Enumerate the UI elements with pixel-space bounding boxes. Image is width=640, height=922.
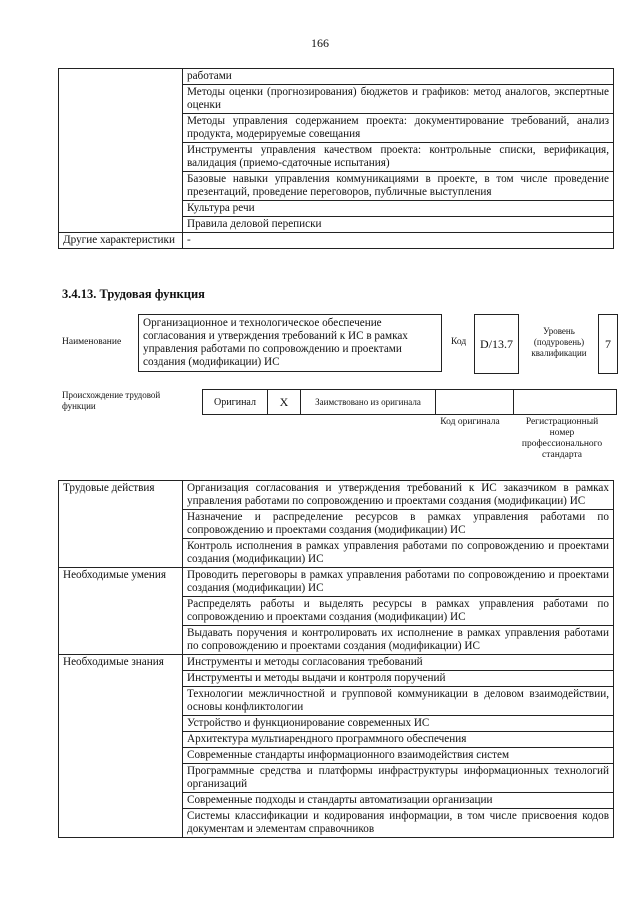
- level-value-box: 7: [598, 314, 618, 374]
- labor-function-table: [58, 480, 614, 838]
- row-item: Культура речи: [183, 201, 614, 217]
- row-item: Методы управления содержанием проекта: документирование требований, анализ продукта, модерируемые совещания: [183, 114, 614, 143]
- table-row: [59, 481, 614, 510]
- reg-number-caption: Регистрационный номер профессионального стандарта: [521, 417, 603, 460]
- knowledge-table-continued: [58, 68, 614, 249]
- row-item: Назначение и распределение ресурсов в рамках управления работами по сопровождению и проектами создания (модификации) ИС: [183, 510, 614, 539]
- name-label: Наименование: [62, 337, 122, 347]
- level-label: Уровень (подуровень) квалификации: [531, 326, 587, 358]
- table-row: [59, 655, 614, 671]
- section-title: 3.4.13. Трудовая функция: [62, 287, 205, 301]
- row-item: Инструменты управления качеством проекта: контрольные списки, верификация, валидация (приемо-сдаточные испытания): [183, 143, 614, 172]
- reg-number-cell: [513, 389, 617, 415]
- row-item: Инструменты и методы согласования требований: [183, 655, 614, 671]
- row-item: -: [183, 233, 614, 249]
- function-name-box: Организационное и технологическое обеспечение согласования и утверждения требований к ИС в рамках управления работами по сопровождению и проектами создания (модификации) ИС: [138, 314, 442, 372]
- row-label: Необходимые умения: [59, 568, 183, 655]
- row-item: Контроль исполнения в рамках управления работами по сопровождению и проектами создания (модификации) ИС: [183, 539, 614, 568]
- row-item: Системы классификации и кодирования информации, в том числе присвоения кодов документам и элементам справочников: [183, 809, 614, 838]
- page-number: 166: [311, 36, 329, 50]
- original-label-cell: Оригинал: [202, 389, 268, 415]
- row-item: Проводить переговоры в рамках управления работами по сопровождению и проектами создания (модификации) ИС: [183, 568, 614, 597]
- row-item: Базовые навыки управления коммуникациями в проекте, в том числе проведение презентаций, проведение переговоров, публичные выступления: [183, 172, 614, 201]
- row-item: Программные средства и платформы инфраструктуры информационных технологий организаций: [183, 764, 614, 793]
- row-item: Современные подходы и стандарты автоматизации организации: [183, 793, 614, 809]
- row-label: Необходимые знания: [59, 655, 183, 838]
- row-item: Выдавать поручения и контролировать их исполнение в рамках управления работами по сопровождению и проектами создания (модификации) ИС: [183, 626, 614, 655]
- row-item: Распределять работы и выделять ресурсы в рамках управления работами по сопровождению и проектами создания (модификации) ИС: [183, 597, 614, 626]
- row-item: работами: [183, 69, 614, 85]
- table-row: [59, 568, 614, 597]
- row-item: Правила деловой переписки: [183, 217, 614, 233]
- code-label: Код: [451, 337, 467, 347]
- original-mark-cell: X: [267, 389, 301, 415]
- table-row: [59, 233, 614, 249]
- row-item: Современные стандарты информационного взаимодействия систем: [183, 748, 614, 764]
- borrowed-label-cell: Заимствовано из оригинала: [300, 389, 436, 415]
- row-item: Методы оценки (прогнозирования) бюджетов и графиков: метод аналогов, экспертные оценки: [183, 85, 614, 114]
- row-label: [59, 69, 183, 233]
- row-item: Организация согласования и утверждения требований к ИС заказчиком в рамках управления работами по сопровождению и проектами создания (модификации) ИС: [183, 481, 614, 510]
- row-item: Инструменты и методы выдачи и контроля поручений: [183, 671, 614, 687]
- origin-label: Происхождение трудовой функции: [62, 390, 161, 411]
- table-row: [59, 69, 614, 85]
- row-item: Устройство и функционирование современных ИС: [183, 716, 614, 732]
- code-original-caption: Код оригинала: [440, 417, 500, 427]
- row-item: Технологии межличностной и групповой коммуникации в деловом взаимодействии, основы конфликтологии: [183, 687, 614, 716]
- function-code-box: D/13.7: [474, 314, 519, 374]
- code-original-cell: [435, 389, 514, 415]
- row-label: Другие характеристики: [59, 233, 183, 249]
- row-label: Трудовые действия: [59, 481, 183, 568]
- row-item: Архитектура мультиарендного программного обеспечения: [183, 732, 614, 748]
